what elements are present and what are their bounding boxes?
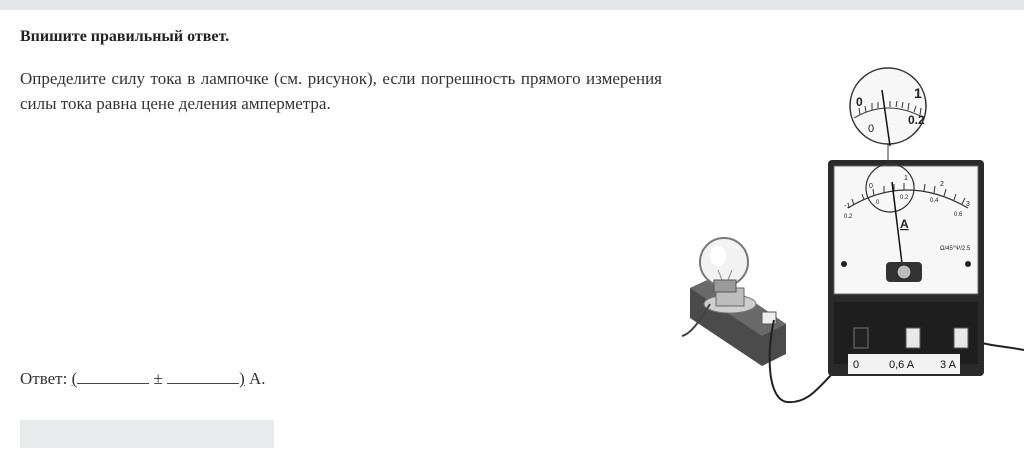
answer-label: Ответ:	[20, 369, 68, 388]
terminal-label-zero: 0	[853, 359, 860, 371]
scale-minus-point-two: 0.2	[844, 214, 853, 220]
question-text: Определите силу тока в лампочке (см. рисунок), если погрешность прямого измерения силы тока равна цене деления амперметра.	[20, 69, 662, 113]
scale-two: 2	[940, 181, 944, 188]
zoom-label-one: 1	[914, 85, 922, 101]
scale-point-four: 0.4	[930, 198, 939, 204]
answer-row	[20, 367, 266, 389]
close-paren: )	[239, 369, 245, 388]
error-blank	[167, 367, 239, 384]
scale-one: 1	[904, 175, 908, 182]
scale-point-six: 0.6	[954, 212, 963, 218]
terminal-label-0-6a: 0,6 A	[889, 359, 915, 371]
spec-marking: Ω/45°Ψ/2.5	[940, 246, 971, 252]
bulb-stand	[690, 276, 786, 366]
scale-three: 3	[966, 201, 970, 208]
scale-zero-lower: 0	[876, 200, 880, 206]
scale-point-two: 0.2	[900, 195, 909, 201]
zoom-label-zero: 0	[856, 95, 863, 109]
magnified-scale	[850, 68, 926, 164]
unit-symbol: A	[900, 217, 909, 231]
answer-input[interactable]	[20, 420, 274, 448]
zoom-label-zero-lower: 0	[868, 123, 875, 135]
terminal-label-3a: 3 A	[940, 359, 956, 371]
top-bar	[0, 0, 1024, 10]
instruction-text: Впишите правильный ответ.	[20, 28, 230, 45]
scale-minus-one: -1	[844, 203, 851, 210]
unit-label: А.	[249, 369, 266, 388]
open-paren: (	[71, 369, 78, 388]
ammeter	[828, 160, 984, 376]
zoom-label-point-two: 0.2	[908, 113, 925, 127]
plus-minus-sign: ±	[153, 369, 163, 388]
ammeter-bulb-figure	[678, 66, 1024, 408]
scale-zero: 0	[869, 183, 873, 190]
value-blank	[77, 367, 149, 384]
